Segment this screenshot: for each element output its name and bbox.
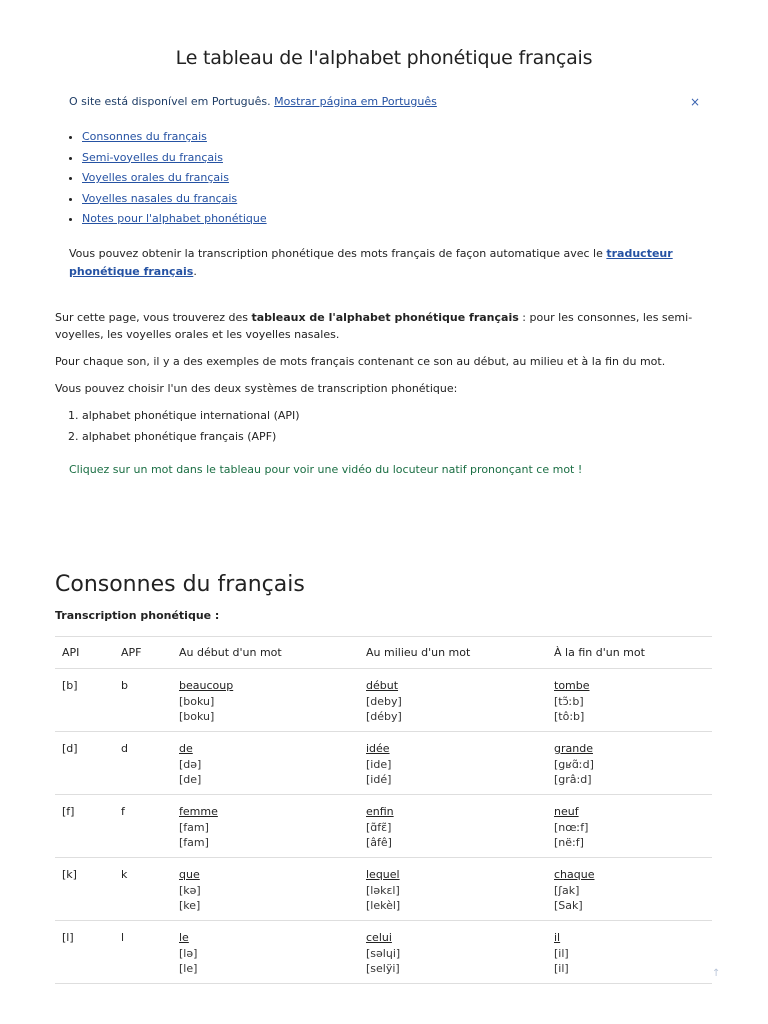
video-hint: Cliquez sur un mot dans le tableau pour voir une vidéo du locuteur natif prononçant ce mot !: [69, 463, 583, 476]
scroll-to-top-icon[interactable]: ↑: [712, 968, 721, 979]
transcription-apf: [ke]: [179, 899, 201, 912]
header-fin: À la fin d'un mot: [547, 637, 712, 669]
transcription-apf: [grâ:d]: [554, 773, 592, 786]
toc-link-consonnes[interactable]: Consonnes du français: [82, 130, 207, 143]
transcription-api: [lə]: [179, 946, 198, 960]
cell-fin: [547, 669, 712, 732]
table-row: [55, 795, 712, 858]
intro-paragraph-2: Pour chaque son, il y a des exemples de mots français contenant ce son au début, au milieu et à la fin du mot.: [55, 355, 666, 368]
cell-debut: [172, 669, 359, 732]
transcription-subtitle: Transcription phonétique :: [55, 609, 220, 622]
toc-item-voyelles-orales: [82, 170, 267, 191]
toc-item-consonnes: [82, 129, 267, 150]
word-link[interactable]: de: [179, 742, 193, 755]
transcription-apf: [në:f]: [554, 836, 584, 849]
auto-note-text: Vous pouvez obtenir la transcription phonétique des mots français de façon automatique avec le: [69, 247, 607, 260]
transcription-apf: [fam]: [179, 836, 209, 849]
cell-fin: [547, 795, 712, 858]
transcription-apf: [déby]: [366, 710, 402, 723]
phonetic-translator-link[interactable]: traducteur phonétique français: [69, 247, 673, 278]
transcription-api: [gʁɑ̃ːd]: [554, 757, 594, 771]
transcription-apf: [le]: [179, 962, 198, 975]
word-link[interactable]: femme: [179, 805, 218, 818]
cell-debut: [172, 858, 359, 921]
toc-item-voyelles-nasales: [82, 191, 267, 212]
transcription-api: [fam]: [179, 820, 209, 834]
cell-milieu: [359, 795, 547, 858]
word-link[interactable]: grande: [554, 742, 593, 755]
section-title-consonnes: Consonnes du français: [55, 572, 305, 597]
transcription-api: [ɑ̃fɛ̃]: [366, 820, 392, 834]
consonants-table: [55, 637, 712, 984]
word-link[interactable]: neuf: [554, 805, 579, 818]
cell-apf: f: [114, 795, 172, 858]
word-link[interactable]: enfin: [366, 805, 394, 818]
toc-link-voyelles-nasales[interactable]: Voyelles nasales du français: [82, 191, 238, 205]
intro-p1-bold: tableaux de l'alphabet phonétique français: [251, 311, 519, 324]
transcription-api: [tɔ̃ːb]: [554, 694, 584, 708]
cell-debut: [172, 732, 359, 795]
close-icon[interactable]: ×: [690, 95, 701, 109]
cell-fin: [547, 858, 712, 921]
toc-item-semi-voyelles: [82, 150, 267, 171]
header-milieu: Au milieu d'un mot: [359, 637, 547, 669]
cell-milieu: [359, 858, 547, 921]
word-link[interactable]: début: [366, 679, 399, 692]
cell-api: [b]: [55, 669, 114, 732]
intro-text: [55, 309, 720, 407]
table-row: [55, 732, 712, 795]
word-link[interactable]: que: [179, 868, 200, 881]
cell-milieu: [359, 732, 547, 795]
page-title: Le tableau de l'alphabet phonétique français: [175, 47, 593, 69]
word-link[interactable]: idée: [366, 742, 390, 755]
cell-api: [k]: [55, 858, 114, 921]
transcription-apf: [de]: [179, 773, 202, 786]
transcription-apf: [boku]: [179, 710, 215, 723]
language-notice: [69, 95, 709, 108]
consonants-table-wrapper: [55, 636, 712, 984]
transcription-api: [ʃak]: [554, 883, 580, 897]
intro-paragraph-3: Vous pouvez choisir l'un des deux systèmes de transcription phonétique:: [55, 382, 458, 395]
transcription-api: [də]: [179, 757, 202, 771]
cell-api: [l]: [55, 921, 114, 984]
table-row: [55, 921, 712, 984]
toc-link-semi-voyelles[interactable]: Semi-voyelles du français: [82, 150, 223, 164]
intro-p1-pre: Sur cette page, vous trouverez des: [55, 311, 252, 324]
word-link[interactable]: chaque: [554, 868, 595, 881]
cell-milieu: [359, 669, 547, 732]
cell-debut: [172, 921, 359, 984]
auto-note-after: .: [193, 265, 197, 278]
toc-item-notes: [82, 211, 267, 232]
transcription-api: [ide]: [366, 757, 392, 771]
word-link[interactable]: tombe: [554, 679, 590, 692]
cell-api: [d]: [55, 732, 114, 795]
show-portuguese-link[interactable]: Mostrar página em Português: [274, 95, 437, 108]
word-link[interactable]: beaucoup: [179, 679, 234, 692]
transcription-api: [il]: [554, 946, 569, 960]
transcription-api: [ləkɛl]: [366, 883, 400, 897]
cell-apf: d: [114, 732, 172, 795]
header-apf: APF: [114, 637, 172, 669]
transcription-apf: [lekèl]: [366, 899, 401, 912]
cell-fin: [547, 732, 712, 795]
table-header-row: [55, 637, 712, 669]
word-link[interactable]: lequel: [366, 868, 400, 881]
intro-p1-post: : pour les consonnes, les semi-voyelles, les voyelles orales et les voyelles nasales.: [55, 311, 693, 341]
table-of-contents: [66, 129, 267, 232]
table-row: [55, 858, 712, 921]
system-item-apf: 2. alphabet phonétique français (APF): [82, 429, 300, 450]
toc-link-notes[interactable]: Notes pour l'alphabet phonétique: [82, 212, 267, 225]
table-row: [55, 669, 712, 732]
word-link[interactable]: il: [554, 931, 561, 944]
toc-link-voyelles-orales[interactable]: Voyelles orales du français: [82, 171, 229, 184]
transcription-apf: [Sak]: [554, 899, 583, 912]
transcription-api: [kə]: [179, 883, 201, 897]
auto-transcription-note: [69, 245, 699, 281]
language-notice-text: O site está disponível em Português.: [69, 95, 275, 108]
transcription-apf: [tô:b]: [554, 710, 585, 723]
intro-paragraph-1: [55, 309, 720, 343]
header-debut: Au début d'un mot: [172, 637, 359, 669]
transcription-apf: [âfê]: [366, 836, 392, 849]
transcription-apf: [il]: [554, 962, 569, 975]
cell-apf: k: [114, 858, 172, 921]
cell-milieu: [359, 921, 547, 984]
word-link[interactable]: celui: [366, 931, 392, 944]
transcription-api: [boku]: [179, 694, 215, 708]
transcription-apf: [selÿi]: [366, 962, 400, 975]
system-item-api: 1. alphabet phonétique international (API): [82, 408, 300, 429]
header-api: API: [55, 637, 114, 669]
transcription-apf: [idé]: [366, 773, 392, 786]
transcription-api: [səlɥi]: [366, 946, 401, 960]
word-link[interactable]: le: [179, 931, 189, 944]
transcription-api: [nœːf]: [554, 820, 589, 834]
cell-apf: b: [114, 669, 172, 732]
transcription-api: [deby]: [366, 694, 402, 708]
cell-api: [f]: [55, 795, 114, 858]
cell-apf: l: [114, 921, 172, 984]
cell-fin: [547, 921, 712, 984]
transcription-systems-list: [55, 408, 300, 449]
cell-debut: [172, 795, 359, 858]
